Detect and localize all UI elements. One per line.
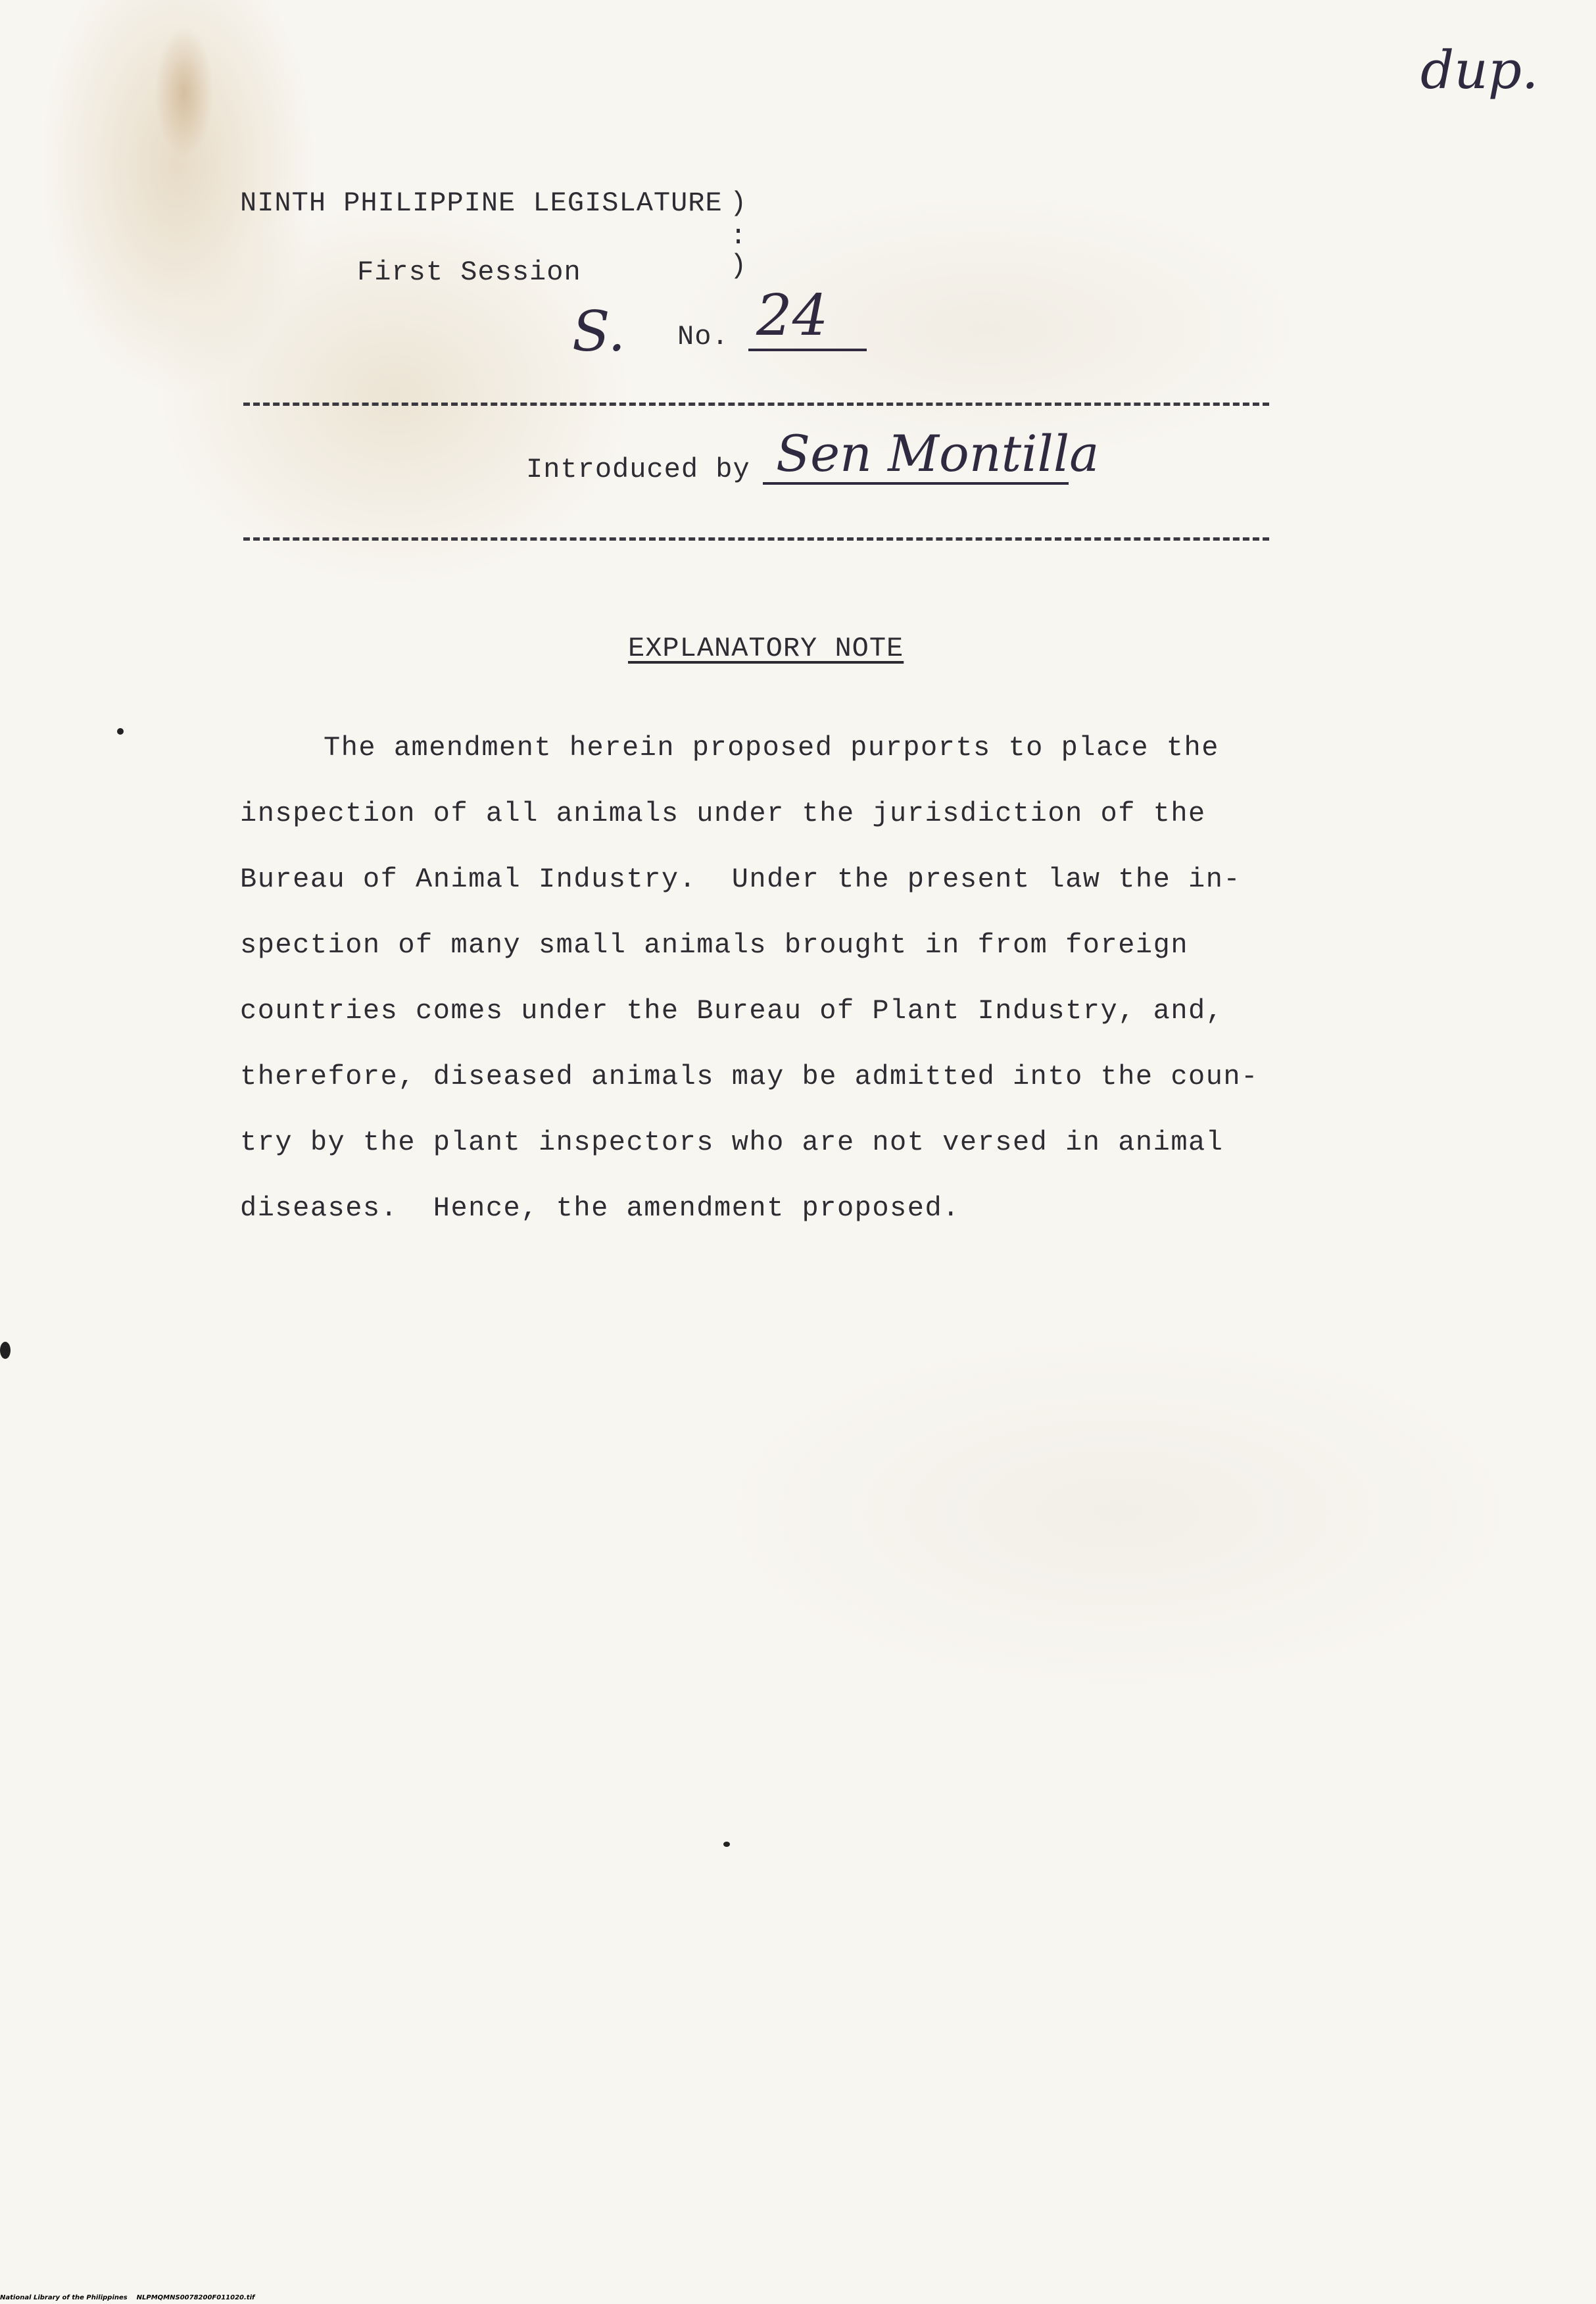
body-line: inspection of all animals under the jurisdiction of the xyxy=(240,798,1206,829)
paper-speck xyxy=(0,1342,11,1359)
paper-speck xyxy=(723,1842,730,1847)
bottom-dashed-rule xyxy=(243,537,1269,541)
paper-speck xyxy=(117,728,124,735)
introduced-by-label: Introduced by xyxy=(526,454,750,485)
paren-top: ) xyxy=(730,187,748,219)
legislature-heading: NINTH PHILIPPINE LEGISLATURE xyxy=(240,187,723,219)
body-line: The amendment herein proposed purports to place the xyxy=(324,732,1219,764)
colon-mark: : xyxy=(730,220,748,252)
corner-annotation: dup. xyxy=(1420,39,1539,101)
bill-prefix-handwritten: S. xyxy=(572,299,626,364)
bill-number-underline xyxy=(748,349,867,351)
bill-number-handwritten: 24 xyxy=(756,283,829,349)
body-line: try by the plant inspectors who are not versed in animal xyxy=(240,1127,1224,1158)
body-line: Bureau of Animal Industry. Under the present law the in- xyxy=(240,864,1242,895)
paper-stain xyxy=(155,26,214,158)
explanatory-note-title: EXPLANATORY NOTE xyxy=(628,633,904,664)
top-dashed-rule xyxy=(243,403,1269,406)
introducer-underline xyxy=(763,482,1069,485)
introducer-handwritten: Sen Montilla xyxy=(776,424,1100,483)
number-label: No. xyxy=(677,321,729,353)
body-line: diseases. Hence, the amendment proposed. xyxy=(240,1192,960,1224)
session-label: First Session xyxy=(357,257,581,288)
body-line: spection of many small animals brought in from foreign xyxy=(240,929,1189,961)
paren-mid: ) xyxy=(730,250,748,282)
body-line: therefore, diseased animals may be admitted into the coun- xyxy=(240,1061,1259,1092)
body-line: countries comes under the Bureau of Plant Industry, and, xyxy=(240,995,1224,1027)
scan-footer: National Library of the Philippines NLPMQMNS0078200F011020.tif xyxy=(0,2294,255,2301)
